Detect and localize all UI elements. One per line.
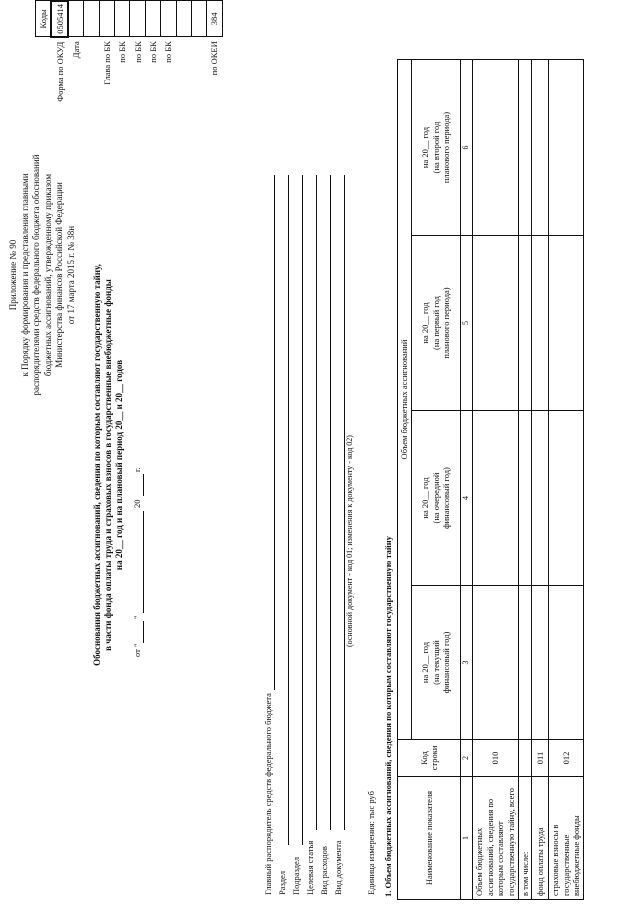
- value-cell[interactable]: [549, 586, 584, 740]
- value-cell[interactable]: [532, 60, 549, 236]
- subsection-bk-cell[interactable]: [130, 1, 145, 37]
- col-number: 6: [461, 60, 473, 236]
- value-cell[interactable]: [472, 60, 518, 236]
- table-row: [549, 60, 584, 900]
- col-number: 2: [461, 740, 473, 777]
- section-bk-label: по БК: [117, 41, 128, 63]
- value-cell[interactable]: [549, 236, 584, 411]
- date-day-blank: [143, 621, 144, 643]
- section1-title: 1. Объем бюджетных ассигнований, сведения по которым составляют государственную тайну: [383, 536, 393, 897]
- value-cell[interactable]: [472, 236, 518, 411]
- target-field[interactable]: [316, 175, 317, 830]
- codes-table: [35, 0, 223, 112]
- title-line-3: на 20__ год и на плановый период 20__ и 20__ годов: [114, 359, 124, 571]
- col-header-plan2: на 20__ год (на второй год планового периода): [412, 60, 461, 236]
- target-bk-label: по БК: [147, 41, 158, 63]
- value-cell[interactable]: [472, 411, 518, 586]
- value-cell[interactable]: [532, 236, 549, 411]
- col-number: 3: [461, 586, 473, 740]
- col-number: 1: [461, 777, 473, 900]
- value-cell[interactable]: [532, 411, 549, 586]
- col-number: 5: [461, 236, 473, 411]
- value-cell[interactable]: [518, 236, 532, 411]
- date-code-cell[interactable]: [68, 1, 84, 37]
- subsection-field[interactable]: [302, 175, 303, 845]
- target-label: Целевая статья: [305, 840, 315, 895]
- okud-label: Форма по ОКУД: [54, 41, 65, 102]
- table-row: [532, 60, 549, 900]
- unit-label: Единица измерения: тыс руб: [366, 791, 376, 895]
- chapter-bk-label: Глава по БК: [101, 41, 112, 85]
- section-bk-cell[interactable]: [114, 1, 129, 37]
- date-label: Дата: [70, 41, 81, 59]
- codes-header: Коды: [36, 1, 52, 37]
- value-cell[interactable]: [549, 411, 584, 586]
- subsection-label: Подраздел: [291, 856, 301, 895]
- col-header-current: на 20__ год (на текущий финансовый год): [412, 586, 461, 740]
- doctype-code-cell[interactable]: [176, 1, 191, 37]
- blank-code-cell[interactable]: [84, 1, 99, 37]
- row-code: 010: [472, 740, 518, 777]
- row-name: Объем бюджетных ассигнований, сведения по которым составляют государственную тайну, всего: [472, 777, 518, 900]
- value-cell[interactable]: [518, 411, 532, 586]
- row-code: [518, 740, 532, 777]
- title-line-2: в части фонда оплаты труда и страховых взносов в государственные внебюджетные фонды: [103, 279, 113, 651]
- value-cell[interactable]: [518, 60, 532, 236]
- doctype-label: Вид документа: [333, 840, 343, 895]
- expense-label: Вид расходов: [319, 846, 329, 895]
- okud-code: 0505414: [51, 1, 67, 37]
- annex-line: Министерства финансов Российской Федерации: [54, 182, 64, 368]
- budget-table: [397, 59, 584, 900]
- value-cell[interactable]: [532, 586, 549, 740]
- table-row: [472, 60, 518, 900]
- date-quote: ": [132, 615, 142, 619]
- value-cell[interactable]: [549, 60, 584, 236]
- col-name-header: Наименование показателя: [398, 777, 461, 900]
- expense-bk-label: по БК: [163, 41, 174, 63]
- date-year-blank: [143, 474, 144, 496]
- col-number: 4: [461, 411, 473, 586]
- column-number-row: [461, 60, 473, 900]
- expense-bk-cell[interactable]: [161, 1, 176, 37]
- row-code: 011: [532, 740, 549, 777]
- row-code: 012: [549, 740, 584, 777]
- annex-line: Приложение № 90: [8, 239, 18, 311]
- row-name: страховые взносы в государственные внебюджетные фонды: [549, 777, 584, 900]
- expense-field[interactable]: [330, 175, 331, 830]
- col-code-header: Код строки: [398, 740, 461, 777]
- chapter-bk-cell[interactable]: [99, 1, 114, 37]
- row-name: фонд оплаты труда: [532, 777, 549, 900]
- date-from-label: от ": [132, 643, 142, 657]
- date-month-blank: [143, 511, 144, 613]
- section-field[interactable]: [288, 175, 289, 845]
- col-header-plan1: на 20__ год (на первый год планового периода): [412, 236, 461, 411]
- title-line-1: Обоснования бюджетных ассигнований, сведения по которым составляют государственную тайну,: [92, 264, 102, 666]
- annex-line: бюджетных ассигнований, утвержденному приказом: [42, 173, 53, 377]
- table-row: [518, 60, 532, 900]
- value-cell[interactable]: [472, 586, 518, 740]
- col-header-next: на 20__ год (на очередной финансовый год): [412, 411, 461, 586]
- date-year-prefix: 20: [132, 499, 142, 508]
- annex-line: от 17 марта 2015 г. № 38н: [65, 225, 76, 325]
- annex-line: к Порядку формирования и представления главными: [19, 173, 30, 377]
- annex-block: [8, 55, 77, 495]
- chief-label: Главный распорядитель средств федерального бюджета: [263, 693, 273, 895]
- target-bk-cell[interactable]: [145, 1, 160, 37]
- subsection-bk-label: по БК: [132, 41, 143, 63]
- okei-label: по ОКЕИ: [209, 41, 220, 76]
- form-title: [92, 65, 125, 865]
- doctype-note: (основной документ - код 01; изменения к документу - код 02): [345, 435, 354, 647]
- value-cell[interactable]: [518, 586, 532, 740]
- col-group-header: Объем бюджетных ассигнований: [398, 60, 412, 740]
- row-name: в том числе:: [518, 777, 532, 900]
- section-label: Раздел: [277, 870, 287, 895]
- annex-line: распорядителями средств федерального бюджета обоснований: [31, 154, 41, 396]
- chief-field[interactable]: [274, 175, 275, 690]
- blank-code-cell[interactable]: [191, 1, 206, 37]
- date-year-suffix: г.: [132, 467, 142, 472]
- okei-code: 384: [207, 1, 222, 37]
